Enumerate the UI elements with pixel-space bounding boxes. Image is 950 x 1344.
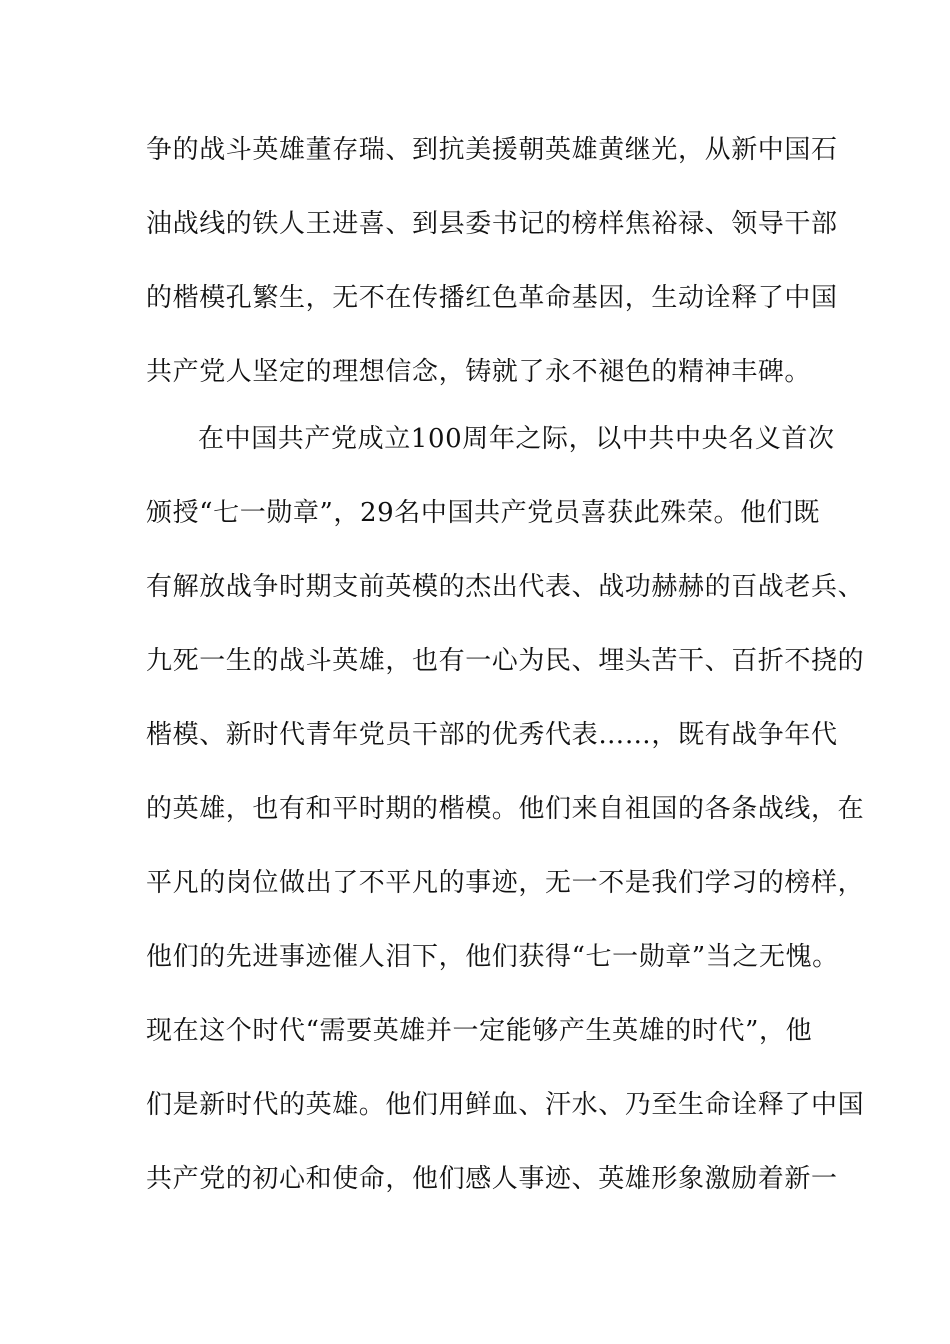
text-line: 共产党人坚定的理想信念，铸就了永不褪色的精神丰碑。: [146, 357, 812, 387]
text-line: 九死一生的战斗英雄，也有一心为民、埋头苦干、百折不挠的: [146, 646, 865, 676]
text-line: 争的战斗英雄董存瑞、到抗美援朝英雄黄继光，从新中国石: [146, 135, 838, 165]
text-line: 们是新时代的英雄。他们用鲜血、汗水、乃至生命诠释了中国: [146, 1090, 865, 1120]
text-line: 共产党的初心和使命，他们感人事迹、英雄形象激励着新一: [146, 1164, 838, 1194]
text-line: 楷模、新时代青年党员干部的优秀代表……，既有战争年代: [146, 720, 838, 750]
text-line: 有解放战争时期支前英模的杰出代表、战功赫赫的百战老兵、: [146, 572, 865, 602]
text-line: 的楷模孔繁生，无不在传播红色革命基因，生动诠释了中国: [146, 283, 838, 313]
paragraph-first-line: 在中国共产党成立100周年之际，以中共中央名义首次: [198, 424, 835, 454]
text-line: 油战线的铁人王进喜、到县委书记的榜样焦裕禄、领导干部: [146, 209, 838, 239]
text-line: 平凡的岗位做出了不平凡的事迹，无一不是我们学习的榜样，: [146, 868, 865, 898]
text-line: 现在这个时代“需要英雄并一定能够产生英雄的时代”，他: [146, 1016, 813, 1046]
text-line: 颁授“七一勋章”，29名中国共产党员喜获此殊荣。他们既: [146, 498, 820, 528]
text-line: 他们的先进事迹催人泪下，他们获得“七一勋章”当之无愧。: [146, 942, 839, 972]
text-line: 的英雄，也有和平时期的楷模。他们来自祖国的各条战线，在: [146, 794, 865, 824]
